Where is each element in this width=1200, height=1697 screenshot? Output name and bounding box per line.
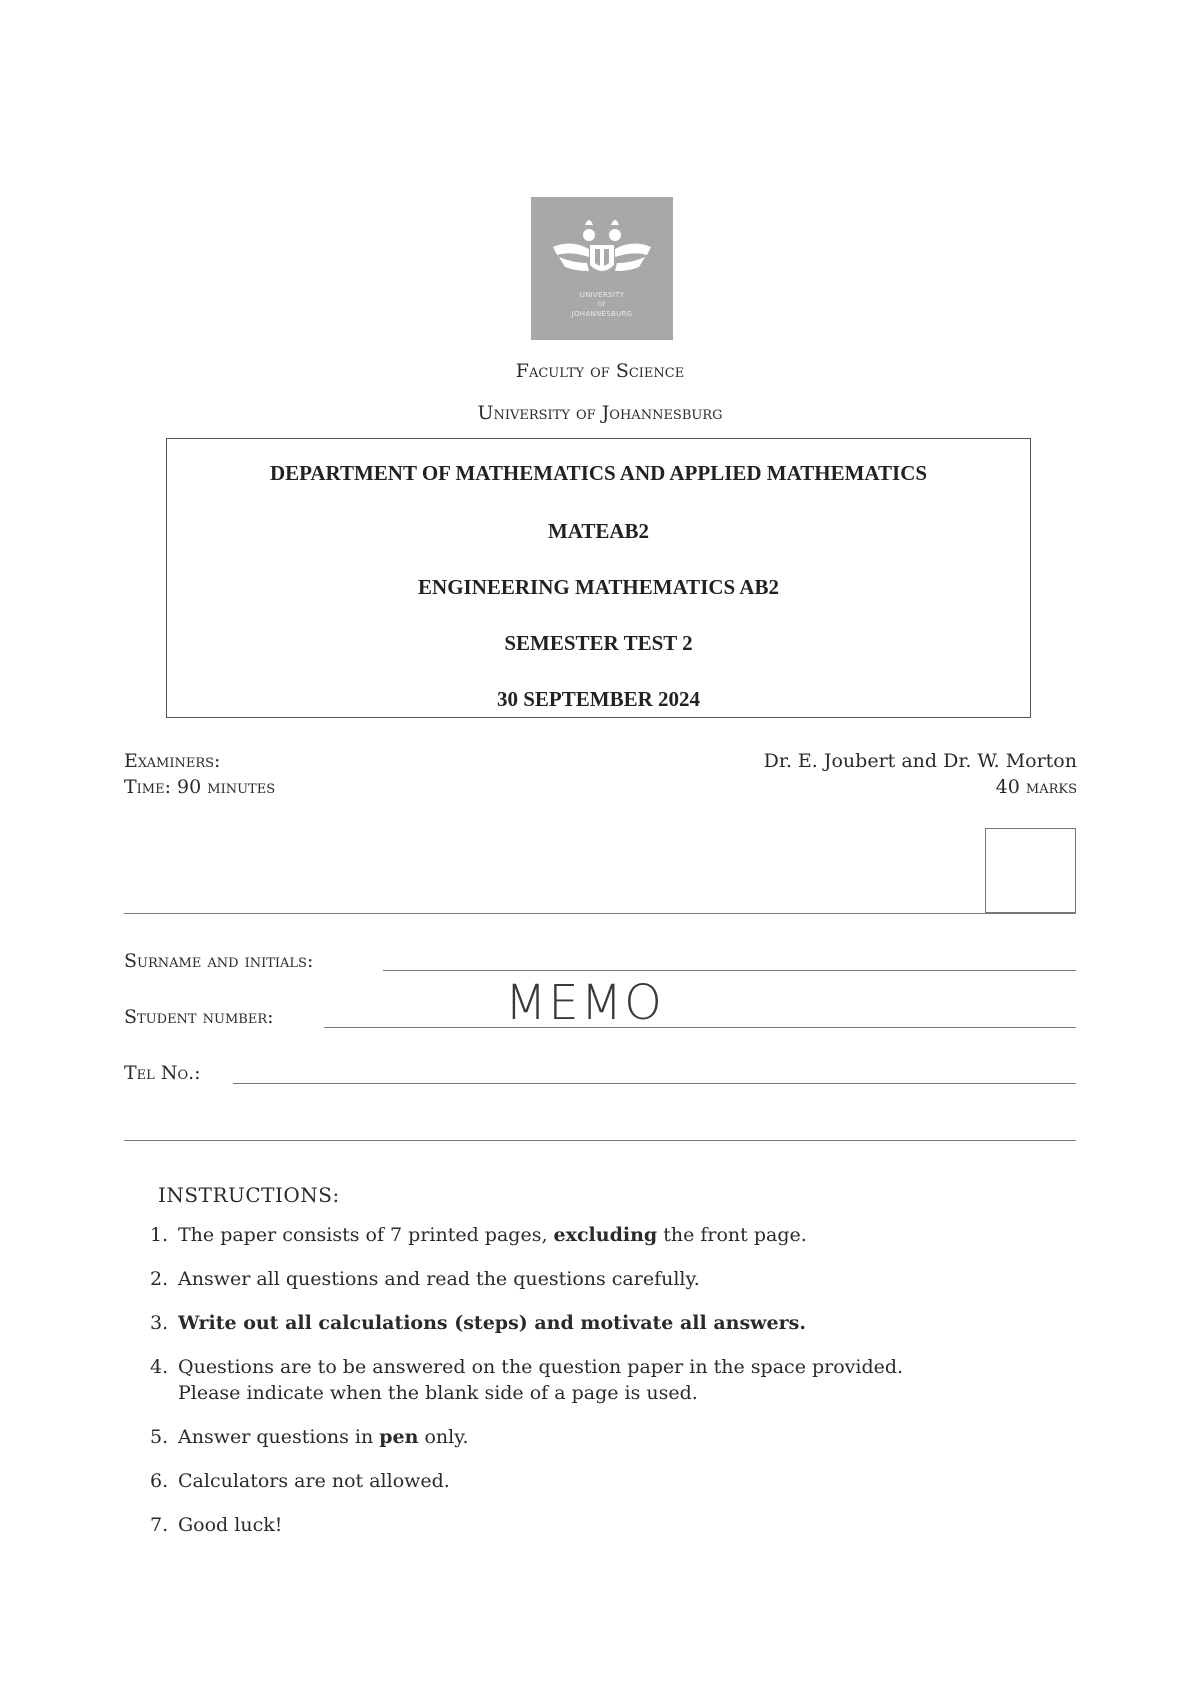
separator-top xyxy=(124,913,1076,914)
instruction-text: Calculators are not allowed. xyxy=(178,1470,450,1492)
instructions-list xyxy=(150,1222,1050,1556)
instruction-emphasis: pen xyxy=(379,1426,419,1448)
instruction-text: Good luck! xyxy=(178,1514,283,1536)
logo-text-line1: UNIVERSITY xyxy=(579,291,625,299)
title-box xyxy=(166,438,1031,718)
surname-label: Surname and initials: xyxy=(124,950,314,972)
module-code: MATEAB2 xyxy=(547,519,650,543)
logo-text-line2: OF xyxy=(597,301,607,308)
instruction-number: 2. xyxy=(150,1268,169,1290)
university-logo xyxy=(531,197,673,340)
surname-field[interactable] xyxy=(383,970,1076,971)
instruction-text: The paper consists of 7 printed pages, xyxy=(178,1224,554,1246)
instruction-item xyxy=(150,1310,1050,1336)
instruction-item xyxy=(150,1512,1050,1538)
handwritten-memo: MEMO xyxy=(505,975,664,1031)
assessment-name: SEMESTER TEST 2 xyxy=(504,631,693,655)
instruction-item xyxy=(150,1266,1050,1292)
instruction-item xyxy=(150,1222,1050,1248)
instruction-number: 7. xyxy=(150,1514,169,1536)
total-marks: 40 marks xyxy=(995,776,1077,798)
instruction-item xyxy=(150,1424,1050,1450)
instruction-text: only. xyxy=(418,1426,469,1448)
tel-label: Tel No.: xyxy=(124,1062,201,1084)
instruction-text: Answer questions in xyxy=(178,1426,380,1448)
instruction-text: the front page. xyxy=(657,1224,807,1246)
separator-bottom xyxy=(124,1140,1076,1141)
instructions-heading: INSTRUCTIONS: xyxy=(158,1183,340,1207)
examiners-label: Examiners: xyxy=(124,750,221,772)
student-number-field[interactable] xyxy=(324,1027,1076,1028)
instruction-number: 5. xyxy=(150,1426,169,1448)
faculty-name: Faculty of Science xyxy=(515,360,685,382)
time-label: Time: 90 minutes xyxy=(124,776,276,798)
instruction-text: Please indicate when the blank side of a page is used. xyxy=(178,1382,698,1404)
student-number-label: Student number: xyxy=(124,1006,274,1028)
marks-box[interactable] xyxy=(985,828,1076,913)
instruction-number: 4. xyxy=(150,1356,169,1378)
department-name: DEPARTMENT OF MATHEMATICS AND APPLIED MATHEMATICS xyxy=(269,461,928,485)
instruction-number: 6. xyxy=(150,1470,169,1492)
tel-field[interactable] xyxy=(233,1083,1076,1084)
instruction-number: 1. xyxy=(150,1224,169,1246)
university-name: University of Johannesburg xyxy=(477,402,723,424)
instruction-text: Answer all questions and read the questions carefully. xyxy=(178,1268,700,1290)
module-name: ENGINEERING MATHEMATICS AB2 xyxy=(418,575,779,599)
logo-text-line3: JOHANNESBURG xyxy=(571,310,633,318)
instruction-item xyxy=(150,1354,1050,1406)
exam-date: 30 SEPTEMBER 2024 xyxy=(496,687,701,711)
instruction-item xyxy=(150,1468,1050,1494)
instruction-text: Write out all calculations (steps) and motivate all answers. xyxy=(178,1312,806,1334)
instruction-emphasis: excluding xyxy=(553,1224,658,1246)
examiners-value: Dr. E. Joubert and Dr. W. Morton xyxy=(763,750,1077,772)
instruction-number: 3. xyxy=(150,1312,169,1334)
instruction-text: Questions are to be answered on the question paper in the space provided. xyxy=(178,1356,904,1378)
